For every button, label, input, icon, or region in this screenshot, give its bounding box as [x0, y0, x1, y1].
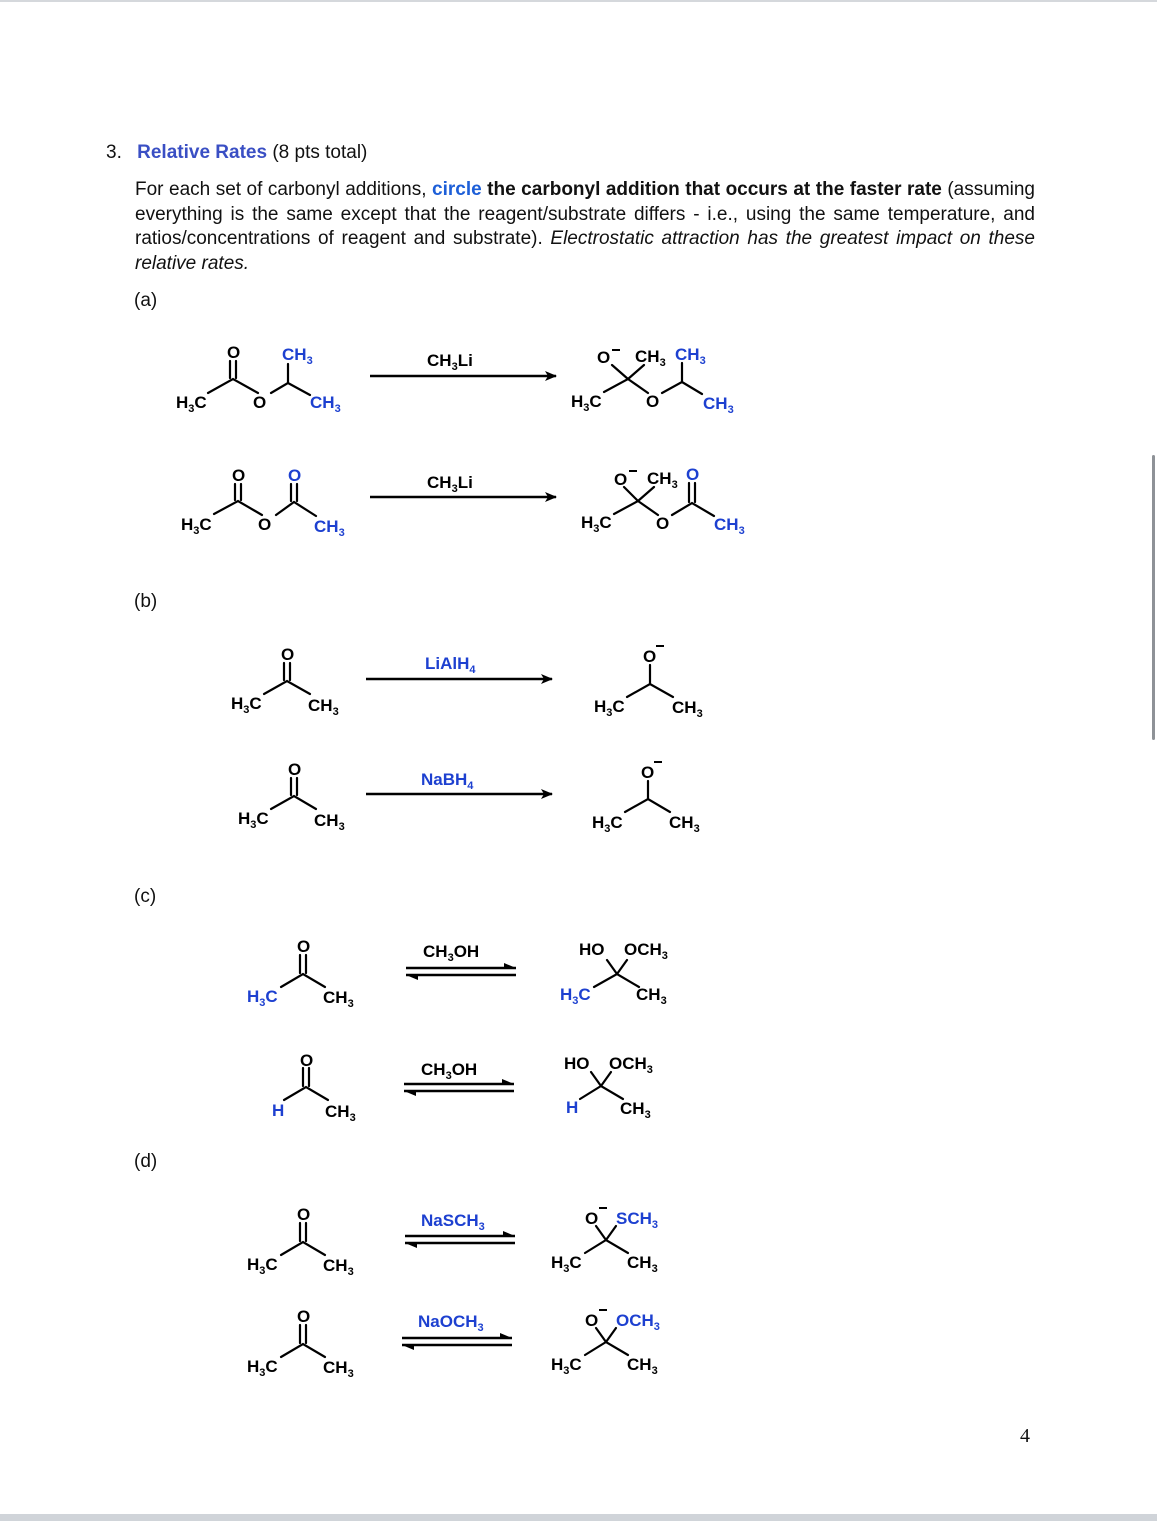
label-och3: $OCH_3$	[609, 1054, 653, 1076]
label-o: O	[227, 343, 241, 362]
label-o: O	[288, 760, 302, 779]
reaction-b2	[238, 760, 700, 835]
reagent-b1: LiAlH$_4$	[425, 654, 476, 676]
label-h3c: $H_3C$	[581, 513, 612, 535]
reaction-a2	[181, 465, 745, 539]
part-d-label: (d)	[134, 1151, 158, 1172]
question-number: 3.	[106, 142, 122, 163]
instructions-bold-text: the carbonyl addition that occurs at the faster rate	[481, 179, 942, 200]
label-ch3: $CH_3$	[675, 345, 706, 367]
label-och3: $OCH_3$	[624, 940, 668, 962]
product-c1	[560, 940, 668, 1007]
product-d1	[551, 1208, 658, 1275]
equilibrium-arrows	[406, 963, 516, 980]
label-ch3: $CH_3$	[627, 1253, 658, 1275]
reagent-c2: $CH_3OH$	[421, 1060, 478, 1082]
label-h3c: $H_3C$	[181, 515, 212, 537]
reagent-d2: NaOCH$_3$	[418, 1312, 484, 1334]
label-ch3: $CH_3$	[310, 393, 341, 415]
label-ho: HO	[579, 940, 605, 959]
product-b2	[592, 762, 700, 835]
reaction-a1	[176, 343, 734, 416]
reaction-d1	[247, 1205, 658, 1278]
part-b-label: (b)	[134, 591, 158, 612]
label-ch3: $CH_3$	[669, 813, 700, 835]
label-o: O	[297, 1205, 311, 1224]
reactant-d2	[247, 1307, 354, 1380]
reactant-c2	[272, 1051, 356, 1124]
label-ch3: $CH_3$	[627, 1355, 658, 1377]
label-ch3: $CH_3$	[282, 345, 313, 367]
label-o: O	[646, 392, 660, 411]
label-o: O	[253, 393, 267, 412]
label-ch3: $CH_3$	[323, 988, 354, 1010]
label-o: O	[297, 937, 311, 956]
label-h3c: $H_3C$	[592, 813, 623, 835]
equilibrium-arrows	[404, 1079, 514, 1096]
label-h3c: $H_3C$	[247, 987, 278, 1009]
label-o: O	[258, 515, 272, 534]
label-o-minus: O	[643, 647, 657, 666]
question-points: (8 pts total)	[272, 142, 368, 163]
label-o-minus: O	[641, 763, 655, 782]
part-a-label: (a)	[134, 290, 158, 311]
reagent-a2: $CH_3Li$	[427, 473, 473, 495]
reactant-c1	[247, 937, 354, 1010]
label-h3c: $H_3C$	[231, 694, 262, 716]
label-h3c: $H_3C$	[551, 1253, 582, 1275]
label-ch3: $CH_3$	[323, 1256, 354, 1278]
instructions-italic-note: Electrostatic attraction has the greatest impact on these relative rates.	[135, 228, 1035, 274]
label-ch3: $CH_3$	[325, 1102, 356, 1124]
label-h3c: $H_3C$	[571, 392, 602, 414]
bottom-border	[0, 1514, 1157, 1521]
instructions-conditions: (assuming everything is the same except that the reagent/substrate differs - i.e., using the same temperature, and ratios/concentrations of reagent and substrate).	[135, 179, 1035, 249]
reagent-d1: NaSCH$_3$	[421, 1211, 485, 1233]
label-h: H	[272, 1101, 285, 1120]
label-ch3: $CH_3$	[672, 698, 703, 720]
reactant-d1	[247, 1205, 354, 1278]
label-h3c: $H_3C$	[176, 393, 207, 415]
product-a1	[571, 345, 734, 416]
label-h3c: $H_3C$	[560, 985, 591, 1007]
label-o: O	[686, 465, 700, 484]
reagent-c1: $CH_3OH$	[423, 942, 480, 964]
product-b1	[594, 646, 703, 720]
label-h3c: $H_3C$	[594, 697, 625, 719]
label-o: O	[232, 466, 246, 485]
equilibrium-arrows	[402, 1333, 512, 1350]
label-ch3: $CH_3$	[647, 469, 678, 491]
equilibrium-arrows	[405, 1231, 515, 1248]
product-c2	[564, 1054, 653, 1121]
label-ch3: $CH_3$	[314, 811, 345, 833]
reaction-c1	[247, 937, 668, 1010]
scrollbar-thumb[interactable]	[1152, 455, 1155, 740]
instructions-circle-word: circle	[432, 179, 482, 200]
label-o-minus: O	[597, 348, 611, 367]
question-title: Relative Rates	[137, 142, 268, 163]
reactant-a2	[181, 466, 345, 539]
label-ch3: $CH_3$	[636, 985, 667, 1007]
reaction-d2	[247, 1307, 660, 1380]
product-d2	[551, 1310, 660, 1377]
reaction-c2	[272, 1051, 653, 1124]
label-h: H	[566, 1098, 579, 1117]
label-ch3: $CH_3$	[714, 515, 745, 537]
reagent-a1: $CH_3Li$	[427, 351, 473, 373]
label-ch3: $CH_3$	[635, 347, 666, 369]
instructions-text: For each set of carbonyl additions,	[135, 179, 433, 200]
label-o: O	[656, 514, 670, 533]
part-c-label: (c)	[134, 886, 157, 907]
label-ch3: $CH_3$	[620, 1099, 651, 1121]
label-o-minus: O	[585, 1209, 599, 1228]
label-o: O	[300, 1051, 314, 1070]
label-o: O	[288, 466, 302, 485]
label-h3c: $H_3C$	[247, 1357, 278, 1379]
reactant-b2	[238, 760, 345, 833]
label-h3c: $H_3C$	[247, 1255, 278, 1277]
reagent-b2: NaBH$_4$	[421, 770, 474, 792]
label-o: O	[297, 1307, 311, 1326]
product-a2	[581, 465, 745, 537]
label-sch3: $SCH_3$	[616, 1209, 659, 1231]
label-o-minus: O	[585, 1311, 599, 1330]
reactant-a1	[176, 343, 341, 415]
reactant-b1	[231, 645, 339, 718]
reaction-b1	[231, 645, 703, 720]
label-o-minus: O	[614, 470, 628, 489]
label-h3c: $H_3C$	[551, 1355, 582, 1377]
label-o: O	[281, 645, 295, 664]
label-h3c: $H_3C$	[238, 809, 269, 831]
page-number: 4	[1020, 1425, 1030, 1447]
label-ho: HO	[564, 1054, 590, 1073]
label-ch3: $CH_3$	[323, 1358, 354, 1380]
label-ch3: $CH_3$	[314, 517, 345, 539]
label-ch3: $CH_3$	[703, 394, 734, 416]
label-och3: $OCH_3$	[616, 1311, 660, 1333]
label-ch3: $CH_3$	[308, 696, 339, 718]
